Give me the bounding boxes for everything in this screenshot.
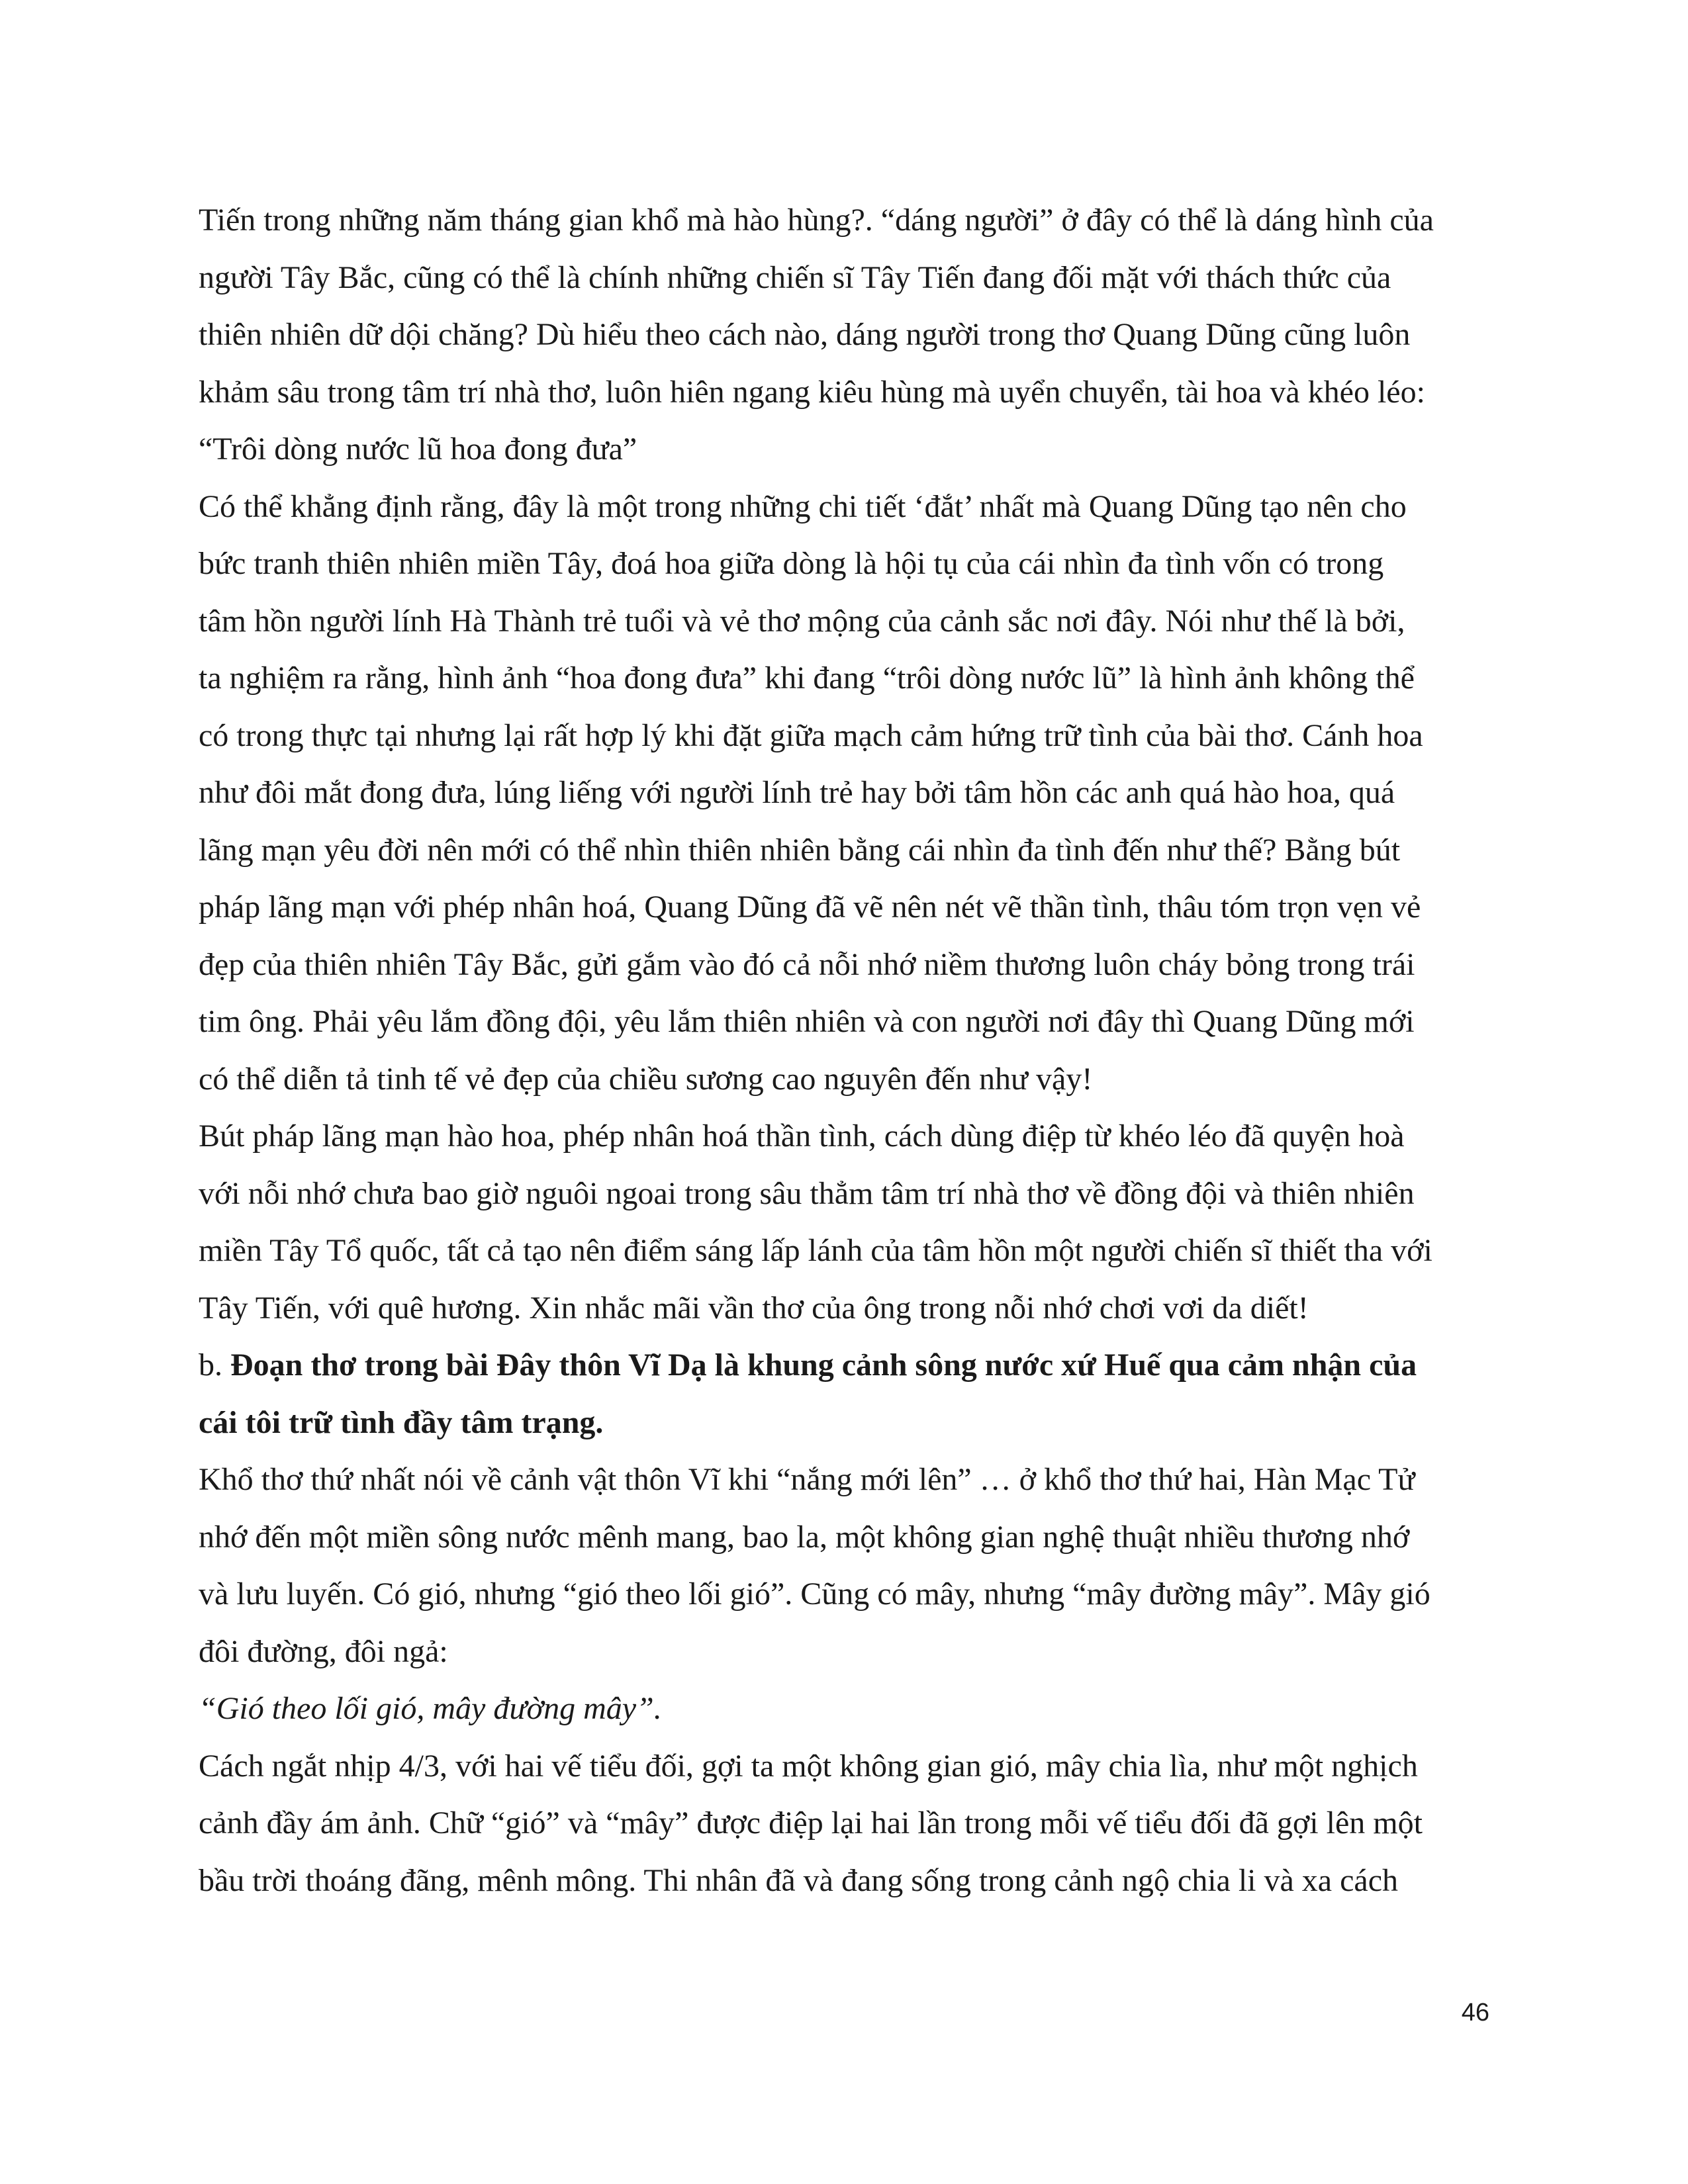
text-line: Khổ thơ thứ nhất nói về cảnh vật thôn Vĩ khi “nắng mới lên” … ở khổ thơ thứ hai, Hàn Mạc Tử [199,1462,1415,1497]
text-line: Cách ngắt nhịp 4/3, với hai vế tiểu đối, gợi ta một không gian gió, mây chia lìa, như một nghịch [199,1748,1418,1784]
text-line: ta nghiệm ra rằng, hình ảnh “hoa đong đưa” khi đang “trôi dòng nước lũ” là hình ảnh không thể [199,660,1415,696]
page-number: 46 [1461,1999,1489,2026]
text-line: tâm hồn người lính Hà Thành trẻ tuổi và vẻ thơ mộng của cảnh sắc nơi đây. Nói như thế là bởi, [199,603,1405,639]
text-line: khảm sâu trong tâm trí nhà thơ, luôn hiên ngang kiêu hùng mà uyển chuyển, tài hoa và khéo léo: [199,374,1425,410]
text-line: Tây Tiến, với quê hương. Xin nhắc mãi vần thơ của ông trong nỗi nhớ chơi vơi da diết! [199,1290,1309,1326]
text-line: Tiến trong những năm tháng gian khổ mà hào hùng?. “dáng người” ở đây có thể là dáng hình của [199,203,1434,238]
text-line: Bút pháp lãng mạn hào hoa, phép nhân hoá thần tình, cách dùng điệp từ khéo léo đã quyện hoà [199,1118,1405,1154]
text-line: thiên nhiên dữ dội chăng? Dù hiểu theo cách nào, dáng người trong thơ Quang Dũng cũng luôn [199,317,1411,352]
text-line: bầu trời thoáng đãng, mênh mông. Thi nhân đã và đang sống trong cảnh ngộ chia li và xa cách [199,1862,1399,1898]
section-heading-continuation: cái tôi trữ tình đầy tâm trạng. [199,1404,604,1440]
section-heading [199,1337,1489,1394]
text-line: pháp lãng mạn với phép nhân hoá, Quang Dũng đã vẽ nên nét vẽ thần tình, thâu tóm trọn vẹn vẻ [199,889,1421,925]
text-line: nhớ đến một miền sông nước mênh mang, bao la, một không gian nghệ thuật nhiều thương nhớ [199,1519,1410,1555]
poem-quote-line: “Gió theo lối gió, mây đường mây”. [199,1691,662,1726]
text-line: tim ông. Phải yêu lắm đồng đội, yêu lắm thiên nhiên và con người nơi đây thì Quang Dũng mới [199,1004,1415,1039]
body-text [199,192,1489,1909]
text-line: với nỗi nhớ chưa bao giờ nguôi ngoai trong sâu thẳm tâm trí nhà thơ về đồng đội và thiên nhiên [199,1175,1415,1211]
quote-line: “Trôi dòng nước lũ hoa đong đưa” [199,432,637,467]
text-line: cảnh đầy ám ảnh. Chữ “gió” và “mây” được điệp lại hai lần trong mỗi vế tiểu đối đã gợi lên một [199,1805,1423,1841]
section-heading-prefix: b. [199,1347,230,1383]
text-line: người Tây Bắc, cũng có thể là chính những chiến sĩ Tây Tiến đang đối mặt với thách thức của [199,259,1391,295]
text-line: đẹp của thiên nhiên Tây Bắc, gửi gắm vào đó cả nỗi nhớ niềm thương luôn cháy bỏng trong trái [199,946,1415,982]
text-line: có trong thực tại nhưng lại rất hợp lý khi đặt giữa mạch cảm hứng trữ tình của bài thơ. Cánh hoa [199,717,1423,753]
text-line: và lưu luyến. Có gió, nhưng “gió theo lối gió”. Cũng có mây, nhưng “mây đường mây”. Mây gió [199,1576,1430,1612]
text-line: miền Tây Tổ quốc, tất cả tạo nên điểm sáng lấp lánh của tâm hồn một người chiến sĩ thiết tha với [199,1233,1432,1268]
text-line: có thể diễn tả tinh tế vẻ đẹp của chiều sương cao nguyên đến như vậy! [199,1061,1093,1097]
text-line: Có thể khẳng định rằng, đây là một trong những chi tiết ‘đắt’ nhất mà Quang Dũng tạo nên cho [199,488,1407,524]
text-line: bức tranh thiên nhiên miền Tây, đoá hoa giữa dòng là hội tụ của cái nhìn đa tình vốn có trong [199,546,1384,581]
section-heading-text: Đoạn thơ trong bài Đây thôn Vĩ Dạ là khung cảnh sông nước xứ Huế qua cảm nhận của [230,1347,1417,1383]
text-line: như đôi mắt đong đưa, lúng liếng với người lính trẻ hay bởi tâm hồn các anh quá hào hoa, quá [199,775,1395,810]
text-line: lãng mạn yêu đời nên mới có thể nhìn thiên nhiên bằng cái nhìn đa tình đến như thế? Bằng bút [199,832,1401,868]
text-line: đôi đường, đôi ngả: [199,1633,448,1669]
